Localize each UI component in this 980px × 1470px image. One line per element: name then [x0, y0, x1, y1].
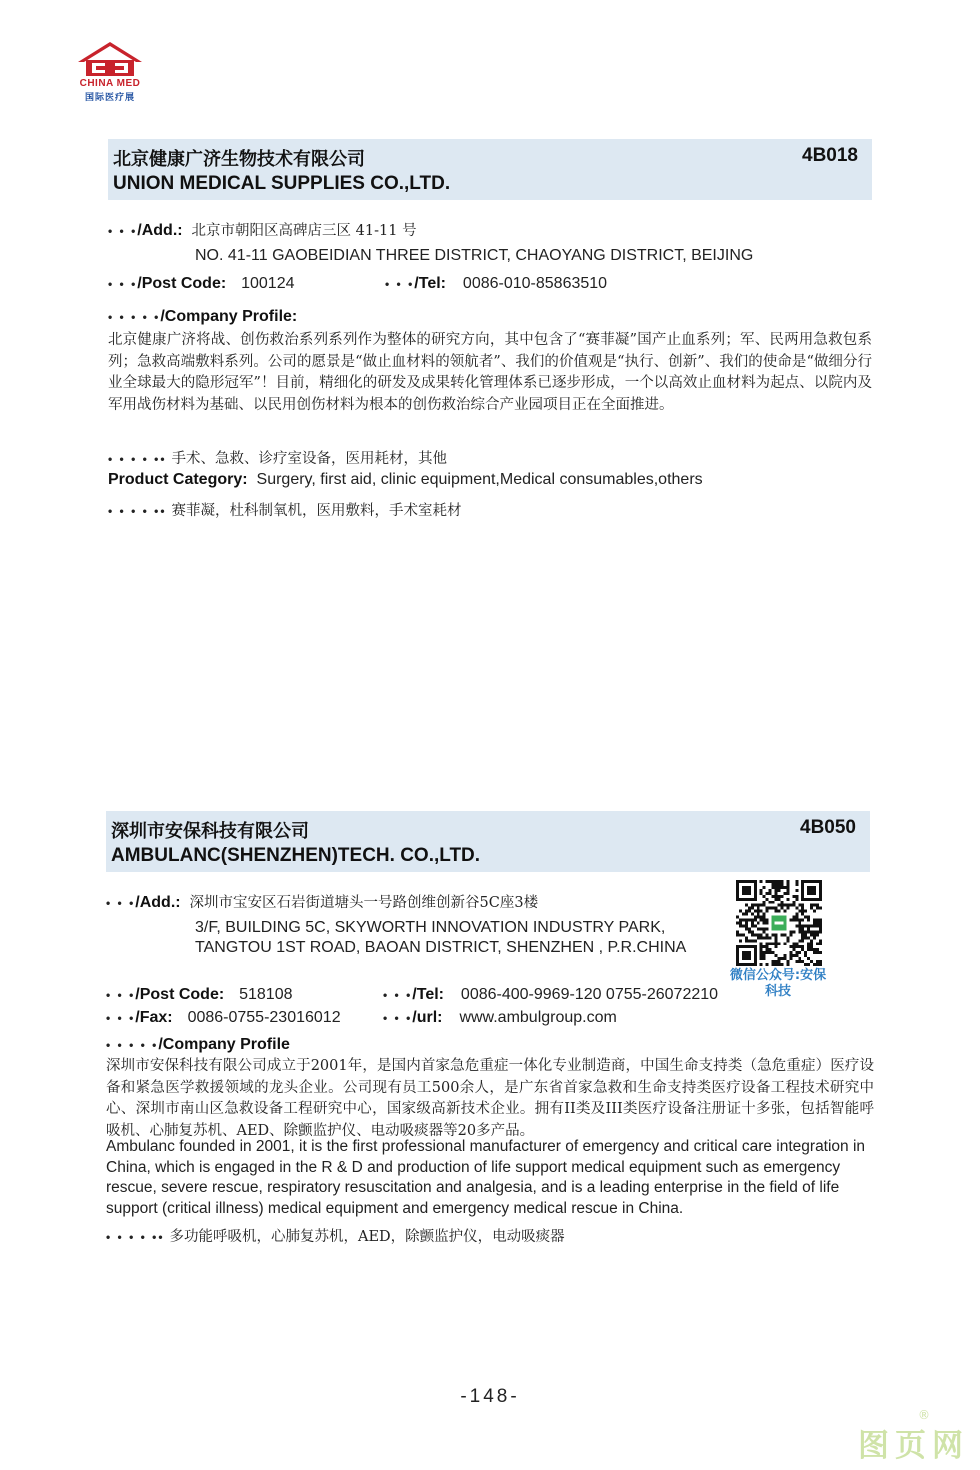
address-en: NO. 41-11 GAOBEIDIAN THREE DISTRICT, CHAOYANG DISTRICT, BEIJING	[195, 247, 754, 264]
category-en-row	[108, 469, 703, 490]
fax-value: 0086-0755-23016012	[187, 1009, 341, 1026]
logo-text-en: CHINA MED	[79, 78, 141, 89]
category-en: Surgery, first aid, clinic equipment,Medical consumables,others	[256, 471, 703, 488]
qr-code-icon	[736, 880, 822, 966]
category-cn-row	[108, 448, 447, 469]
products-cn: 多功能呼吸机，心肺复苏机，AED，除颤监护仪，电动吸痰器	[169, 1229, 565, 1245]
profile-label-row	[108, 306, 297, 327]
profile-text-en: Ambulanc founded in 2001, it is the first professional manufacturer of emergency and critical care integration in China, which is engaged in the R & D and production of life support medical equipment such as emergency rescue, severe rescue, respiratory resuscitation and analgesia, and is a leading enterprise in the field of life support (critical illness) medical equipment and emergency medical rescue in China.	[106, 1138, 866, 1217]
qr-caption: 微信公众号:安保科技	[729, 968, 827, 999]
category-cn: 手术、急救、诊疗室设备，医用耗材，其他	[171, 451, 447, 467]
url-row	[383, 1007, 617, 1028]
bullet-marks: • • •	[383, 988, 413, 1002]
company-name-cn: 北京健康广济生物技术有限公司	[113, 149, 365, 170]
products-cn: 赛菲凝，杜科制氧机，医用敷料，手术室耗材	[171, 503, 462, 519]
profile-text-cn: 深圳市安保科技有限公司成立于2001年，是国内首家急危重症一体化专业制造商，中国生命支持类（急危重症）医疗设备和紧急医学救援领域的龙头企业。公司现有员工500余人，是广东省首家急救和生命支持类医疗设备工程技术研究中心、深圳市南山区急救设备工程研究中心，国家级高新技术企业。拥有II类及III类医疗设备注册证十多张，包括智能呼吸机、心肺复苏机、AED、除颤监护仪、电动吸痰器等20多产品。	[106, 1058, 874, 1139]
address-en: 3/F, BUILDING 5C, SKYWORTH INNOVATION INDUSTRY PARK, TANGTOU 1ST ROAD, BAOAN DISTRICT, SHENZHEN , P.R.CHINA	[195, 919, 687, 957]
bullet-marks: • • • • •	[108, 310, 161, 324]
address-row	[106, 892, 538, 913]
logo-text-cn: 国际医疗展	[84, 93, 135, 103]
registered-mark: ®	[918, 1408, 930, 1422]
tel-label: /Tel:	[412, 986, 444, 1003]
house-logo-icon	[70, 40, 150, 80]
bullet-marks: • • •	[385, 277, 415, 291]
address-label: /Add.:	[135, 894, 181, 911]
booth-number: 4B050	[800, 817, 856, 838]
fax-row	[106, 1007, 341, 1028]
bullet-marks: • • • • ••	[106, 1230, 165, 1244]
tel-value: 0086-010-85863510	[462, 275, 608, 292]
url-label: /url:	[412, 1009, 443, 1026]
address-cn: 北京市朝阳区高碑店三区 41-11 号	[191, 223, 417, 239]
category-label: Product Category:	[108, 471, 248, 488]
company-name-en: UNION MEDICAL SUPPLIES CO.,LTD.	[113, 173, 451, 194]
booth-number: 4B018	[802, 145, 858, 166]
page-number: -148-	[460, 1386, 520, 1407]
bullet-marks: • • •	[106, 896, 136, 910]
wechat-qr-code	[736, 880, 822, 966]
company-name-cn: 深圳市安保科技有限公司	[111, 821, 309, 842]
address-label: /Add.:	[137, 222, 183, 239]
company-name-en: AMBULANC(SHENZHEN)TECH. CO.,LTD.	[111, 845, 481, 866]
tel-label: /Tel:	[414, 275, 446, 292]
tel-row	[385, 273, 607, 294]
profile-label-row	[106, 1034, 290, 1055]
post-code-row	[108, 273, 295, 294]
post-code-value: 518108	[239, 986, 293, 1003]
bullet-marks: • • • • ••	[108, 452, 167, 466]
url-value[interactable]: www.ambulgroup.com	[459, 1009, 617, 1026]
china-med-logo	[70, 40, 150, 103]
address-row	[108, 220, 417, 241]
post-code-row	[106, 984, 293, 1005]
bullet-marks: • • •	[108, 277, 138, 291]
bullet-marks: • • •	[106, 988, 136, 1002]
site-watermark: 图页网	[858, 1428, 969, 1464]
bullet-marks: • • • • ••	[108, 504, 167, 518]
post-code-label: /Post Code:	[137, 275, 227, 292]
bullet-marks: • • •	[106, 1011, 136, 1025]
profile-text-cn: 北京健康广济将战、创伤救治系列系列作为整体的研究方向，其中包含了“赛菲凝”国产止血系列；军、民两用急救包系列；急救高端敷料系列。公司的愿景是“做止血材料的领航者”、我们的价值观是“执行、创新”、我们的使命是“做细分行业全球最大的隐形冠军”！目前，精细化的研发及成果转化管理体系已逐步形成，一个以高效止血材料为起点、以院内及军用战伤材料为基础、以民用创伤材料为根本的创伤救治综合产业园项目正在全面推进。	[108, 332, 872, 413]
tel-row	[383, 984, 718, 1005]
fax-label: /Fax:	[135, 1009, 173, 1026]
bullet-marks: • • • • •	[106, 1038, 159, 1052]
tel-value: 0086-400-9969-120 0755-26072210	[460, 986, 719, 1003]
profile-label: /Company Profile:	[160, 308, 298, 325]
products-row	[108, 500, 461, 521]
profile-label: /Company Profile	[158, 1036, 290, 1053]
bullet-marks: • • •	[383, 1011, 413, 1025]
address-cn: 深圳市宝安区石岩街道塘头一号路创维创新谷5C座3楼	[189, 895, 539, 911]
post-code-value: 100124	[241, 275, 295, 292]
bullet-marks: • • •	[108, 224, 138, 238]
post-code-label: /Post Code:	[135, 986, 225, 1003]
products-row	[106, 1226, 565, 1247]
